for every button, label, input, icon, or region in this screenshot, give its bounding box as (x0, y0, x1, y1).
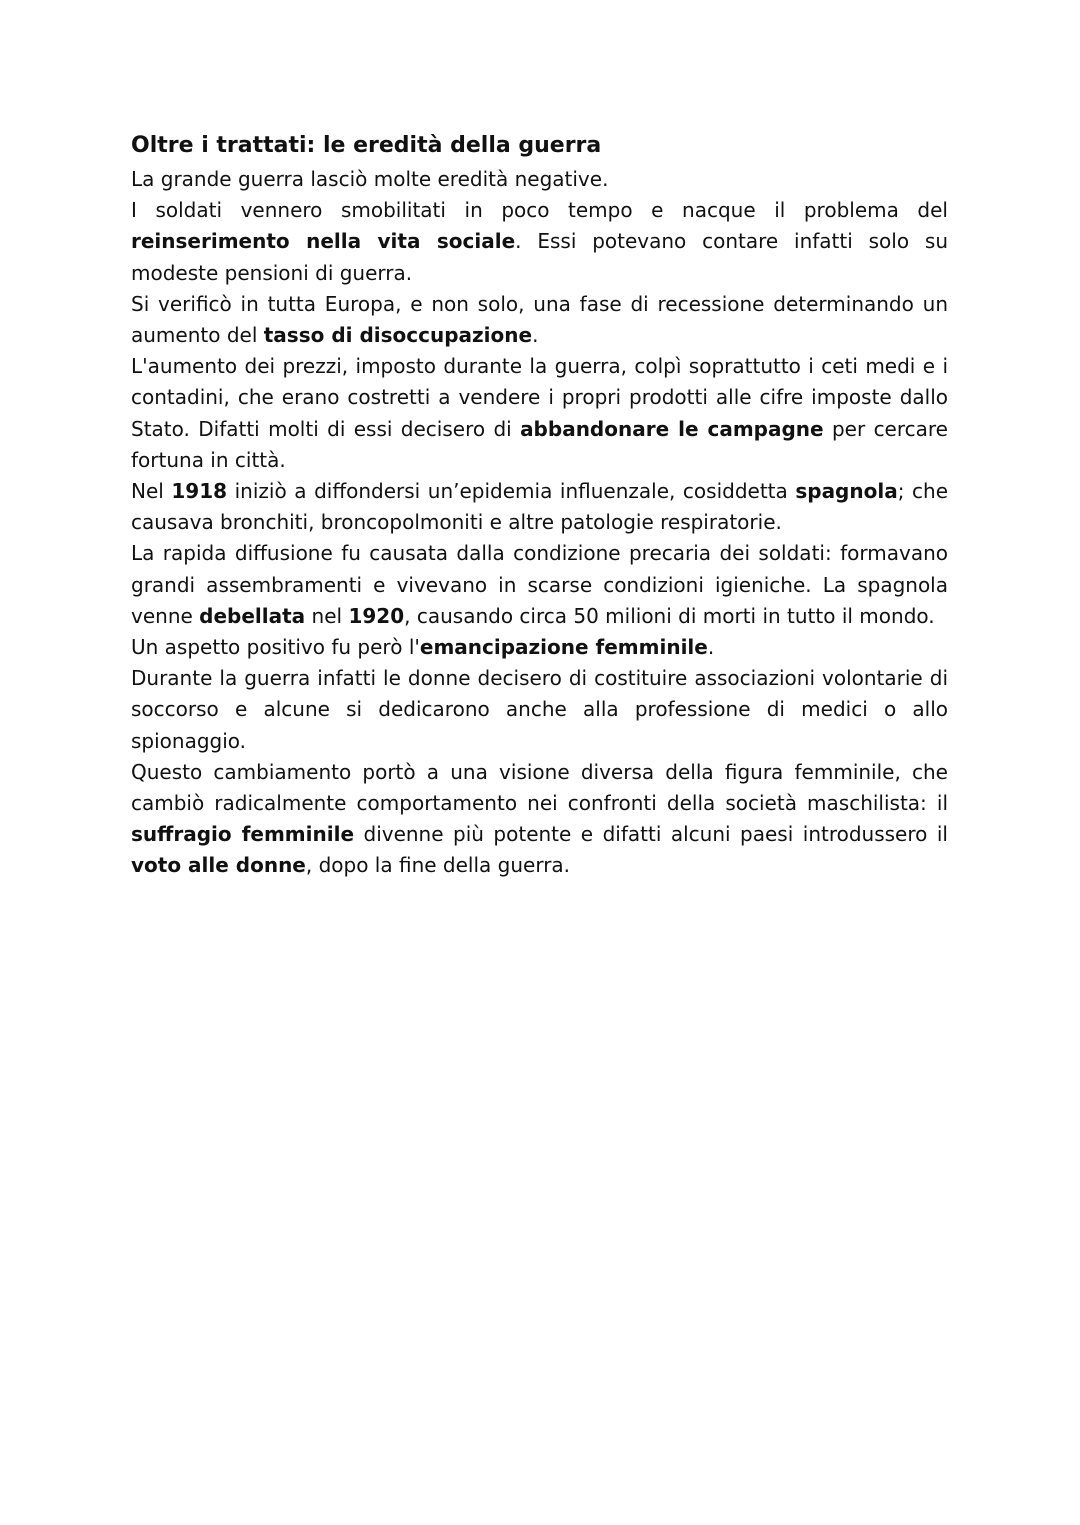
paragraph (131, 195, 948, 289)
text-run: Questo cambiamento portò a una visione diversa della figura femminile, che cambiò radicalmente comportamento nei confronti della società maschilista: il (131, 759, 948, 816)
paragraph (131, 632, 948, 663)
bold-text: 1920 (348, 603, 405, 628)
text-run: Nel (131, 479, 172, 504)
bold-text: reinserimento nella vita sociale (131, 229, 516, 254)
bold-text: abbandonare le campagne (520, 416, 824, 441)
document-page (131, 128, 948, 882)
text-run: nel (305, 603, 349, 628)
text-run: Un aspetto positivo fu però l' (131, 635, 420, 660)
text-run: , dopo la fine della guerra. (305, 853, 571, 878)
text-run: divenne più potente e difatti alcuni paesi introdussero il (354, 822, 948, 847)
paragraph (131, 538, 948, 632)
paragraph (131, 663, 948, 757)
text-run: . (707, 635, 715, 660)
paragraph (131, 351, 948, 476)
text-run: Si verificò in tutta Europa, e non solo, una fase di recessione determinando un aumento del (131, 291, 948, 348)
paragraph (131, 289, 948, 351)
text-run: ; che causava bronchiti, broncopolmoniti e altre patologie respiratorie. (131, 479, 948, 535)
text-run: per cercare fortuna in città. (131, 416, 948, 472)
bold-text: voto alle donne (131, 853, 306, 878)
paragraph (131, 476, 948, 538)
bold-text: 1918 (171, 479, 228, 504)
bold-text: emancipazione femminile (419, 635, 708, 660)
text-run: iniziò a diffondersi un’epidemia influenzale, cosiddetta (227, 479, 796, 504)
bold-text: tasso di disoccupazione (263, 323, 533, 348)
text-run: , causando circa 50 milioni di morti in tutto il mondo. (404, 603, 935, 628)
text-run: La rapida diffusione fu causata dalla condizione precaria dei soldati: formavano grandi assembramenti e vivevano in scarse condizioni igieniche. La spagnola venne (131, 541, 948, 628)
text-run: L'aumento dei prezzi, imposto durante la guerra, colpì soprattutto i ceti medi e i contadini, che erano costretti a vendere i propri prodotti alle cifre imposte dallo Stato. Difatti molti di essi decisero di (131, 354, 948, 441)
bold-text: debellata (199, 603, 306, 628)
paragraph (131, 757, 948, 882)
text-run: La grande guerra lasciò molte eredità negative. (131, 167, 609, 191)
bold-text: suffragio femminile (131, 822, 355, 847)
text-run: Durante la guerra infatti le donne decisero di costituire associazioni volontarie di soccorso e alcune si dedicarono anche alla professione di medici o allo spionaggio. (131, 666, 948, 753)
text-run: . Essi potevano contare infatti solo su modeste pensioni di guerra. (131, 229, 948, 285)
document-title: Oltre i trattati: le eredità della guerra (131, 133, 602, 158)
document-body (131, 164, 948, 882)
text-run: I soldati vennero smobilitati in poco tempo e nacque il problema del (131, 198, 948, 223)
paragraph (131, 164, 948, 195)
bold-text: spagnola (795, 479, 898, 504)
text-run: . (532, 323, 539, 348)
